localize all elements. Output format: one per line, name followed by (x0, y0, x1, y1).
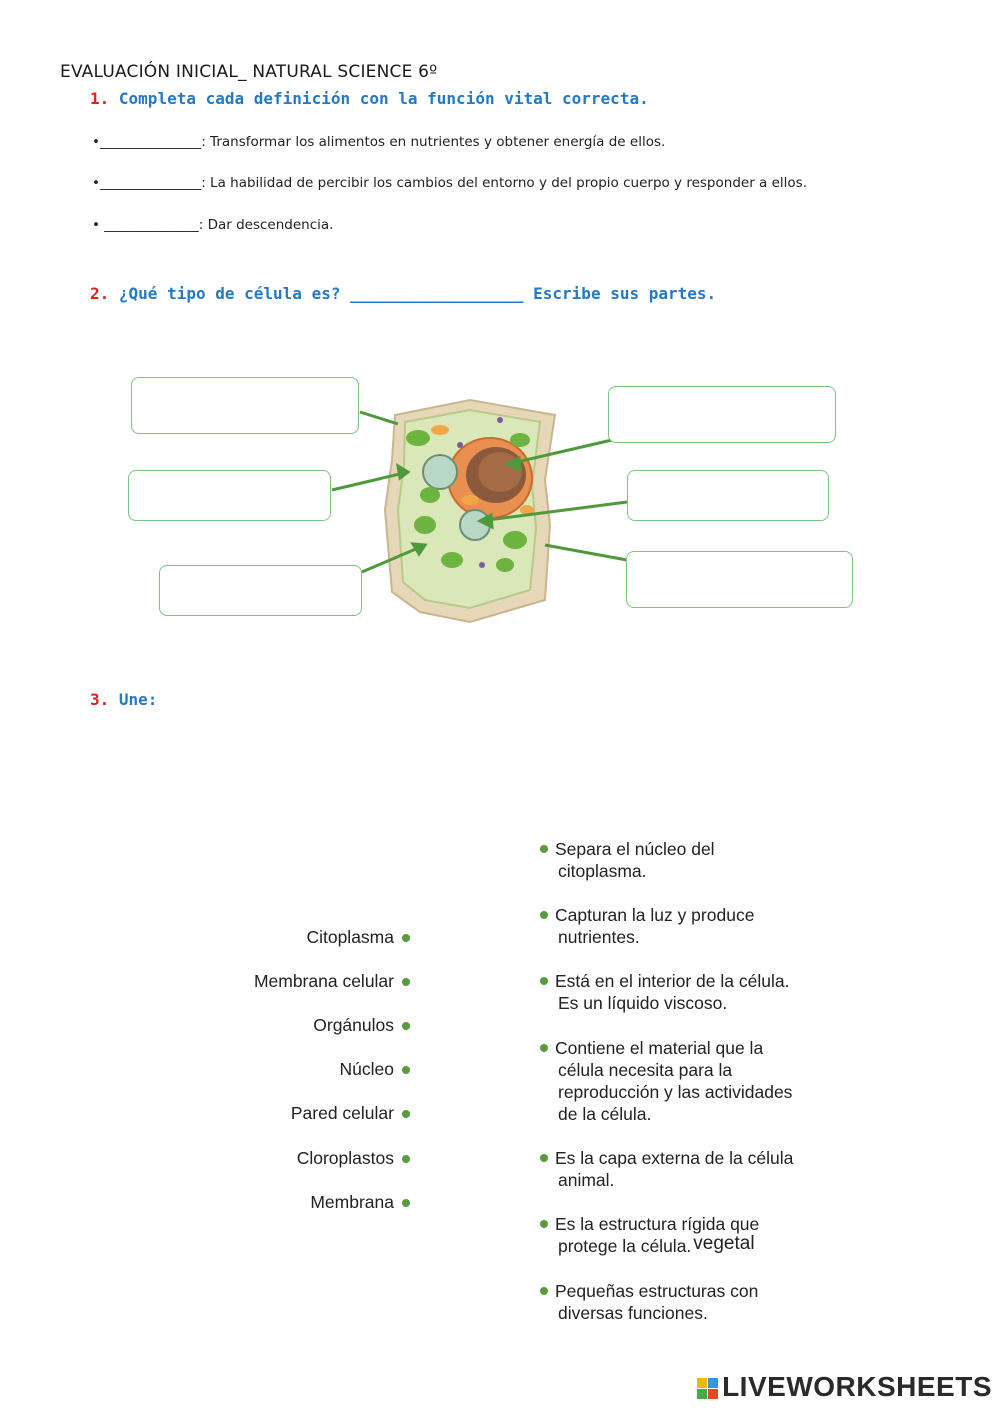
q2-number: 2. (90, 284, 110, 303)
match-dot[interactable] (540, 1044, 548, 1052)
logo-icon (697, 1378, 718, 1399)
match-def-1[interactable] (540, 838, 715, 882)
match-dot[interactable] (402, 1199, 410, 1207)
def-line: Es la capa externa de la célula (555, 1148, 794, 1168)
def-line: célula necesita para la (558, 1060, 733, 1080)
match-dot[interactable] (540, 977, 548, 985)
match-dot[interactable] (540, 1154, 548, 1162)
q1-prompt: Completa cada definición con la función vital correcta. (118, 89, 649, 108)
match-term-membrana[interactable] (310, 1192, 410, 1213)
def-line: Contiene el material que la (555, 1038, 764, 1058)
match-dot[interactable] (402, 934, 410, 942)
match-term-citoplasma[interactable] (306, 927, 410, 948)
match-dot[interactable] (402, 1022, 410, 1030)
term-label: Citoplasma (306, 927, 394, 947)
match-term-organulos[interactable] (313, 1015, 410, 1036)
q2-heading (90, 284, 716, 303)
q1-item-3: • ______________: Dar descendencia. (92, 217, 334, 233)
def-line: Separa el núcleo del (555, 839, 715, 859)
def-line: Capturan la luz y produce (555, 905, 755, 925)
def-line: citoplasma. (558, 861, 647, 881)
def-line: de la célula. (558, 1104, 652, 1124)
def-line: Pequeñas estructuras con (555, 1281, 759, 1301)
match-def-5[interactable] (540, 1147, 793, 1191)
answer-box-top-left[interactable] (131, 377, 359, 434)
term-label: Orgánulos (313, 1015, 394, 1035)
term-label: Membrana (310, 1192, 394, 1212)
def-line: reproducción y las actividades (558, 1082, 793, 1102)
match-dot[interactable] (540, 845, 548, 853)
match-dot[interactable] (540, 1220, 548, 1228)
q2-prompt-b: Escribe sus partes. (533, 284, 717, 303)
match-def-6[interactable] (540, 1213, 759, 1258)
worksheet-title: EVALUACIÓN INICIAL_ NATURAL SCIENCE 6º (60, 62, 438, 82)
q3-number: 3. (90, 690, 110, 709)
match-def-7[interactable] (540, 1280, 758, 1324)
def-line: Está en el interior de la célula. (555, 971, 790, 991)
match-dot[interactable] (540, 911, 548, 919)
match-dot[interactable] (402, 1110, 410, 1118)
q3-heading (90, 690, 157, 709)
def-line: animal. (558, 1170, 615, 1190)
match-def-2[interactable] (540, 904, 754, 948)
q1-item-1: •_______________: Transformar los alimentos en nutrientes y obtener energía de ellos. (92, 134, 666, 150)
answer-box-middle-left[interactable] (128, 470, 331, 521)
q2-blank: __________________ (350, 284, 524, 303)
answer-box-middle-right[interactable] (627, 470, 829, 521)
def-line: Es la estructura rígida que (555, 1214, 760, 1234)
match-term-membrana-celular[interactable] (254, 971, 410, 992)
answer-box-top-right[interactable] (608, 386, 836, 443)
term-label: Membrana celular (253, 971, 394, 991)
def-line: Es un líquido viscoso. (558, 993, 728, 1013)
q2-prompt-a: ¿Qué tipo de célula es? (118, 284, 341, 303)
brand-text: LIVEWORKSHEETS (722, 1371, 992, 1402)
match-dot[interactable] (402, 1155, 410, 1163)
match-term-cloroplastos[interactable] (297, 1148, 410, 1169)
term-label: Núcleo (339, 1059, 394, 1079)
overlay-word-vegetal: vegetal (693, 1233, 755, 1254)
def-line: protege la célula. (558, 1236, 692, 1256)
match-dot[interactable] (402, 1066, 410, 1074)
q1-heading (90, 89, 649, 108)
match-dot[interactable] (402, 978, 410, 986)
match-term-nucleo[interactable] (340, 1059, 410, 1080)
match-dot[interactable] (540, 1287, 548, 1295)
def-line: nutrientes. (558, 927, 640, 947)
q1-number: 1. (90, 89, 110, 108)
match-def-4[interactable] (540, 1037, 792, 1125)
answer-box-bottom-left[interactable] (159, 565, 362, 616)
answer-box-bottom-right[interactable] (626, 551, 853, 608)
liveworksheets-logo (697, 1371, 992, 1403)
q1-item-2: •_______________: La habilidad de percibir los cambios del entorno y del propio cuerpo y responder a ellos. (92, 175, 807, 191)
term-label: Cloroplastos (296, 1148, 394, 1168)
match-term-pared-celular[interactable] (291, 1103, 410, 1124)
term-label: Pared celular (290, 1103, 394, 1123)
q3-prompt: Une: (118, 690, 158, 709)
match-def-3[interactable] (540, 970, 789, 1014)
def-line: diversas funciones. (558, 1303, 708, 1323)
